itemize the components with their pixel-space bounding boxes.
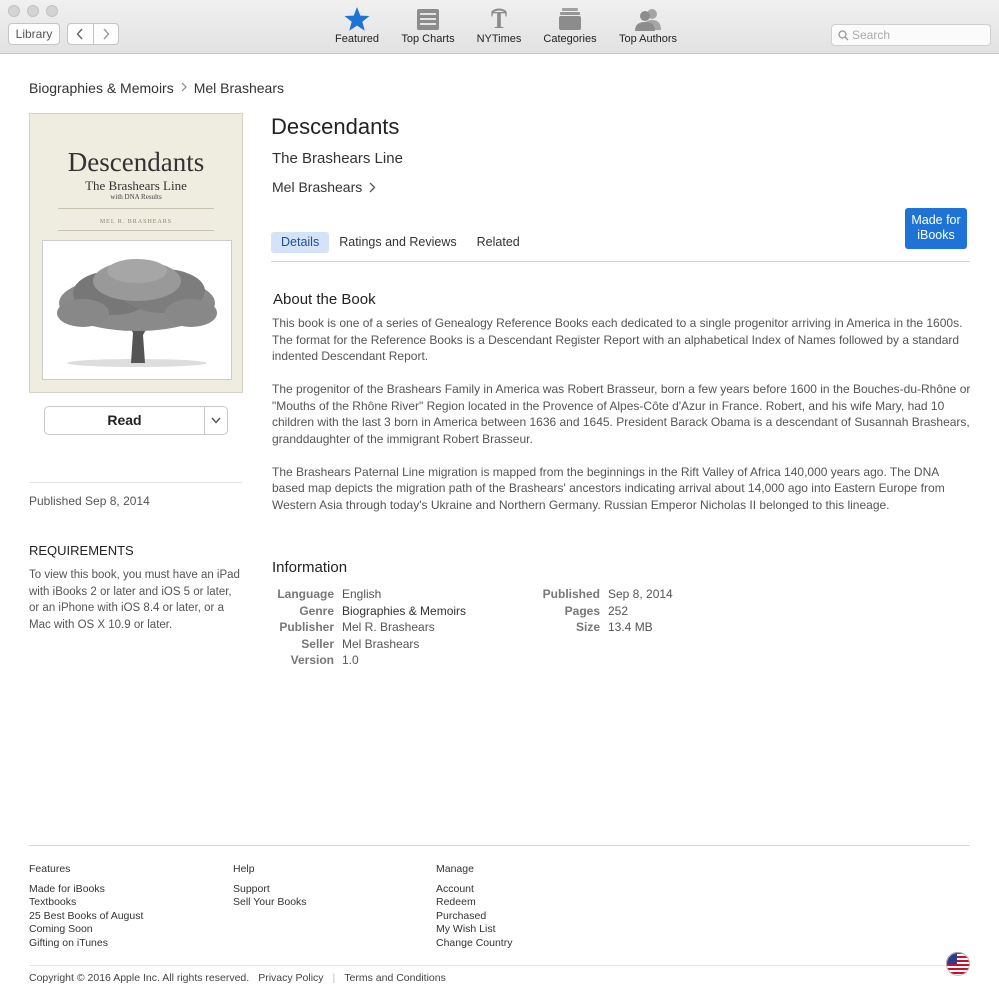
info-row-published: [530, 586, 673, 603]
book-title: Descendants: [271, 114, 400, 139]
footer-link[interactable]: Support: [233, 882, 270, 895]
tab-related[interactable]: Related: [476, 235, 520, 249]
info-row-publisher: [272, 619, 466, 636]
sidebar-divider: [29, 482, 242, 483]
people-icon: [633, 6, 663, 32]
info-key: Pages: [564, 603, 600, 618]
badge-line-1: Made for: [911, 213, 961, 227]
badge-line-2: iBooks: [917, 228, 955, 242]
close-window-button[interactable]: [8, 5, 20, 17]
cover-divider: [58, 230, 214, 231]
cover-title: Descendants: [67, 147, 205, 177]
tab-nytimes-label: NYTimes: [476, 33, 522, 45]
tab-featured[interactable]: [333, 6, 381, 48]
footer-link[interactable]: Purchased: [436, 909, 487, 922]
search-icon: [838, 30, 849, 41]
footer-link[interactable]: My Wish List: [436, 923, 496, 936]
tab-top-charts[interactable]: [399, 6, 457, 48]
svg-text:T: T: [490, 8, 508, 32]
minimize-window-button[interactable]: [27, 5, 39, 17]
made-for-ibooks-badge[interactable]: [905, 208, 967, 249]
toolbar: [0, 0, 999, 54]
read-button-group: [44, 406, 228, 435]
about-paragraph: The progenitor of the Brashears Family in America was Robert Brasseur, born a few years before 1600 in the Bouches-du-Rhône or "Mouths of the Rhône River" Region located in the Provence of Alpes-Côte d'Azur in France. Robert, and his wife Mary, had 10 children with the last 3 born in America between 1636 and 1645. President Barack Obama is a descendant of Susannah Brashears, granddaughter of the immigrant Robert Brasseur.: [272, 382, 971, 446]
info-value: Sep 8, 2014: [608, 587, 673, 601]
read-button[interactable]: Read: [107, 412, 142, 428]
requirements-heading: REQUIREMENTS: [29, 543, 134, 558]
chevron-down-icon: [211, 417, 221, 424]
tab-top-authors-label: Top Authors: [618, 33, 678, 45]
info-key: Size: [575, 620, 600, 634]
footer-column-help: [233, 863, 307, 910]
about-paragraph: This book is one of a series of Genealogy Reference Books each dedicated to a single progenitor arriving in America in the 1600s. The format for the Reference Books is a Descendant Register Report with an alphabetical Index of Names followed by a standard indented Descendant Report.: [272, 316, 963, 363]
footer-link[interactable]: Redeem: [436, 896, 476, 909]
info-row-language: [272, 586, 466, 603]
info-key: Language: [277, 587, 334, 601]
about-description: [272, 315, 972, 530]
info-value: Mel Brashears: [342, 636, 420, 651]
privacy-policy-link[interactable]: Privacy Policy: [258, 972, 324, 984]
info-key: Version: [290, 653, 334, 667]
cover-subtitle: The Brashears Line: [85, 178, 187, 193]
info-row-pages: [530, 603, 673, 620]
info-value: Mel R. Brashears: [342, 620, 435, 634]
info-value: 252: [608, 603, 629, 618]
star-icon: [343, 6, 371, 32]
information-table-right: [530, 586, 673, 636]
cover-subtitle-small: with DNA Results: [110, 193, 162, 201]
footer-link[interactable]: Account: [436, 882, 474, 895]
footer-link[interactable]: Made for iBooks: [29, 882, 105, 895]
copyright-text: Copyright © 2016 Apple Inc. All rights reserved.: [29, 972, 250, 984]
cover-author: MEL R. BRASHEARS: [99, 219, 173, 225]
info-row-size: [530, 619, 673, 636]
breadcrumb: [29, 80, 284, 96]
footer-heading: Manage: [436, 863, 474, 875]
info-key: Seller: [301, 636, 334, 651]
info-key: Published: [542, 587, 600, 601]
footer-separator: |: [332, 972, 336, 984]
info-value: English: [342, 587, 382, 601]
info-value: Biographies & Memoirs: [342, 603, 467, 618]
chevron-left-icon: [76, 28, 84, 40]
author-name: Mel Brashears: [272, 179, 363, 195]
read-options-dropdown[interactable]: [204, 407, 227, 434]
footer-bottom-divider: [29, 965, 970, 966]
info-row-version: [272, 652, 466, 669]
nytimes-icon: [487, 6, 511, 32]
published-date: Published Sep 8, 2014: [29, 494, 150, 508]
tab-top-charts-label: Top Charts: [401, 33, 455, 45]
footer-column-features: [29, 863, 143, 951]
chevron-right-icon: [369, 182, 376, 193]
footer-link[interactable]: Sell Your Books: [233, 896, 307, 909]
about-paragraph: The Brashears Paternal Line migration is mapped from the beginnings in the Rift Valley of Africa 140,000 years ago. The DNA based map depicts the migration path of the Brashears' ancestors indicating arrival about 14,000 ago into Eastern Europe from Western Asia through today's Ukraine and Northern Germany. Russian Emperor Nicholas II belonged to this lineage.: [272, 464, 945, 512]
tab-ratings-and-reviews[interactable]: Ratings and Reviews: [339, 235, 457, 249]
footer-link[interactable]: Textbooks: [29, 896, 77, 909]
detail-tabs: [271, 232, 530, 253]
info-row-genre: [272, 603, 466, 620]
info-value: 1.0: [342, 653, 359, 667]
terms-link[interactable]: Terms and Conditions: [344, 972, 446, 984]
info-key: Genre: [299, 603, 334, 618]
requirements-text: To view this book, you must have an iPad with iBooks 2 or later and iOS 5 or later, or an iPhone with iOS 8.4 or later, or a Mac with OS X 10.9 or later.: [29, 569, 240, 631]
information-table-left: [272, 586, 466, 669]
chevron-right-icon: [102, 28, 110, 40]
footer-link[interactable]: Gifting on iTunes: [29, 936, 108, 949]
about-heading: About the Book: [273, 291, 376, 308]
footer-link[interactable]: Coming Soon: [29, 923, 93, 936]
history-nav: [67, 23, 119, 45]
author-link[interactable]: [272, 179, 376, 195]
info-row-seller: [272, 636, 466, 653]
book-subtitle: The Brashears Line: [272, 150, 403, 167]
footer-divider: [29, 845, 970, 846]
footer-link[interactable]: Change Country: [436, 936, 513, 949]
information-heading: Information: [272, 559, 348, 576]
search-field[interactable]: [831, 24, 991, 46]
info-value: 13.4 MB: [608, 620, 653, 634]
back-button[interactable]: [68, 24, 93, 44]
tab-details[interactable]: Details: [271, 232, 329, 253]
us-flag-icon[interactable]: [946, 952, 970, 976]
breadcrumb-separator-icon: [181, 81, 187, 95]
book-cover[interactable]: [29, 113, 243, 393]
info-key: Publisher: [279, 620, 334, 634]
search-input[interactable]: [852, 28, 982, 42]
forward-button[interactable]: [93, 24, 119, 44]
footer-heading: Help: [233, 863, 255, 875]
cover-tree-image: [42, 240, 232, 380]
tab-featured-label: Featured: [334, 33, 380, 45]
list-icon: [416, 6, 440, 32]
footer-column-manage: [436, 863, 512, 951]
tabs-divider: [271, 261, 970, 262]
zoom-window-button[interactable]: [46, 5, 58, 17]
library-button[interactable]: Library: [8, 23, 60, 45]
breadcrumb-author[interactable]: Mel Brashears: [193, 80, 284, 96]
tab-categories-label: Categories: [543, 33, 597, 45]
categories-icon: [557, 6, 583, 32]
footer-heading: Features: [29, 863, 71, 875]
cover-divider: [58, 208, 214, 209]
tab-categories[interactable]: [540, 6, 600, 48]
copyright-bar: [29, 972, 446, 984]
tab-nytimes[interactable]: [474, 6, 524, 48]
footer-link[interactable]: 25 Best Books of August: [29, 909, 144, 922]
tab-top-authors[interactable]: [615, 6, 681, 48]
breadcrumb-category[interactable]: Biographies & Memoirs: [29, 80, 174, 96]
